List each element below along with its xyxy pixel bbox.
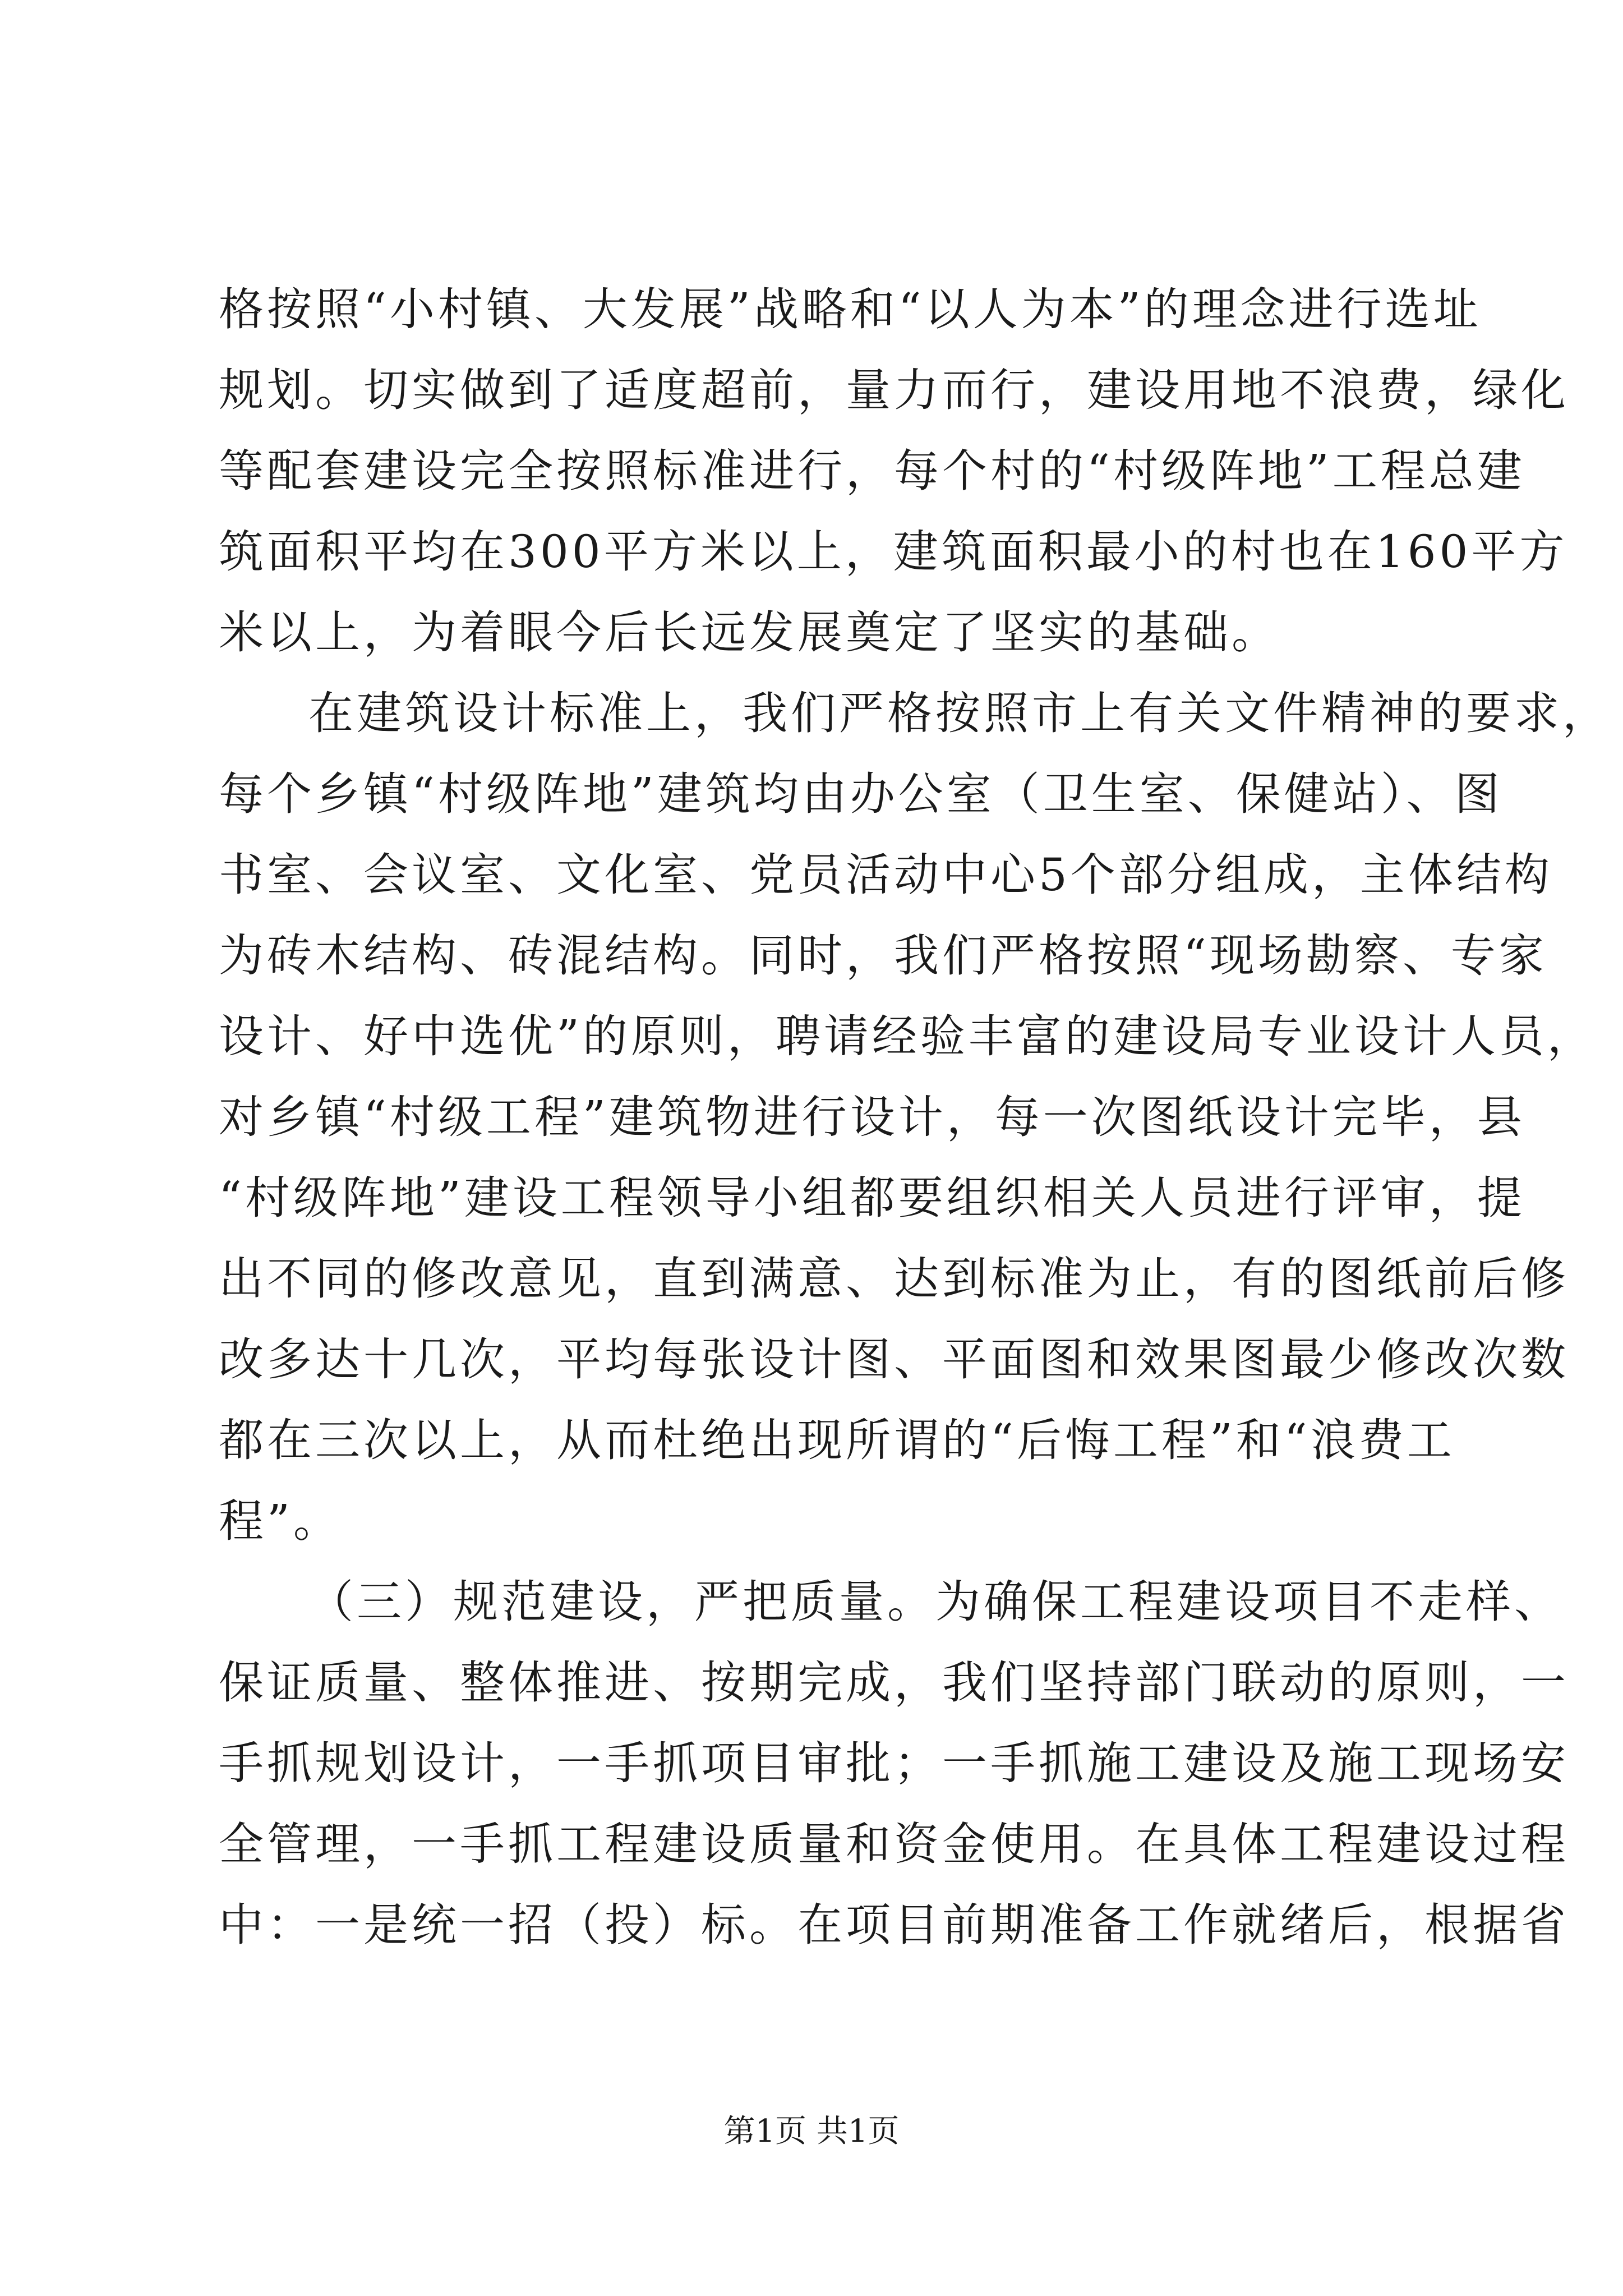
text-line: 为砖木结构、砖混结构。同时，我们严格按照“现场勘察、专家 [219,930,1547,982]
text-line: 都在三次以上，从而杜绝出现所谓的“后悔工程”和“浪费工 [219,1414,1455,1466]
text-line: “村级阵地”建设工程领导小组都要组织相关人员进行评审，提 [219,1172,1525,1224]
paragraph-1 [219,269,1569,673]
text-line: 设计、好中选优”的原则，聘请经验丰富的建设局专业设计人员， [219,1010,1596,1062]
paragraph-3 [219,1562,1569,1966]
page-footer [0,2109,1623,2154]
text-line: （三）规范建设，严把质量。为确保工程建设项目不走样、 [308,1576,1562,1628]
document-body [219,269,1611,1966]
text-line: 程”。 [219,1495,342,1547]
text-line: 对乡镇“村级工程”建筑物进行设计，每一次图纸设计完毕，县 [219,1091,1525,1143]
text-line: 每个乡镇“村级阵地”建筑均由办公室（卫生室、保健站）、图 [219,768,1503,820]
text-line: 在建筑设计标准上，我们严格按照市上有关文件精神的要求， [308,687,1611,739]
text-line: 保证质量、整体推进、按期完成，我们坚持部门联动的原则，一 [219,1657,1569,1709]
text-line: 筑面积平均在300平方米以上，建筑面积最小的村也在160平方 [219,526,1568,578]
text-line: 全管理，一手抓工程建设质量和资金使用。在具体工程建设过程 [219,1818,1569,1870]
text-line: 格按照“小村镇、大发展”战略和“以人为本”的理念进行选址 [219,283,1482,335]
text-line: 米以上，为着眼今后长远发展奠定了坚实的基础。 [219,606,1280,659]
text-line: 中：一是统一招（投）标。在项目前期准备工作就绪后，根据省 [219,1899,1569,1951]
text-line: 等配套建设完全按照标准进行，每个村的“村级阵地”工程总建 [219,445,1525,497]
text-line: 出不同的修改意见，直到满意、达到标准为止，有的图纸前后修 [219,1253,1569,1305]
text-line: 手抓规划设计，一手抓项目审批；一手抓施工建设及施工现场安 [219,1737,1569,1789]
text-line: 书室、会议室、文化室、党员活动中心5个部分组成，主体结构 [219,849,1553,901]
paragraph-2 [219,673,1611,1562]
page-number-label: 第1页 共1页 [723,2113,900,2150]
text-line: 改多达十几次，平均每张设计图、平面图和效果图最少修改次数 [219,1333,1569,1386]
text-line: 规划。切实做到了适度超前，量力而行，建设用地不浪费，绿化 [219,364,1569,416]
